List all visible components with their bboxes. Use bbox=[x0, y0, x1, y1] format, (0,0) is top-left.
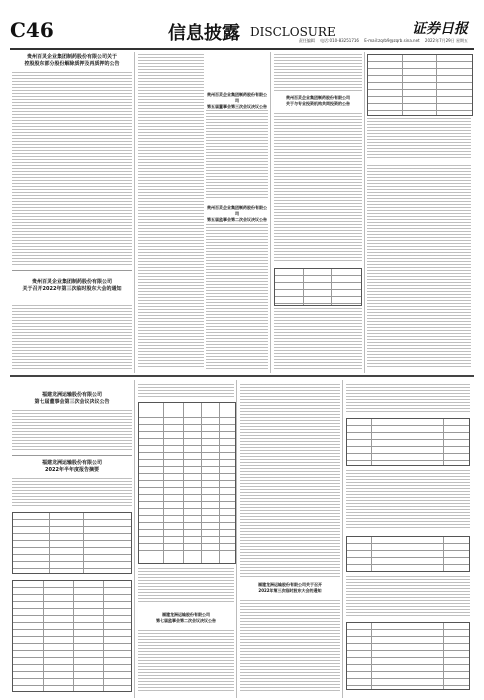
column-rule bbox=[134, 52, 135, 373]
announcement-title: 福建龙洲运输股份有限公司关于召开 2022年第三次临时股东大会的通知 bbox=[258, 582, 322, 593]
header-meta bbox=[295, 38, 468, 44]
announcement-title: 贵州百灵企业集团制药股份有限公司 第五届董事会第三次会议决议公告 bbox=[207, 92, 267, 109]
column-rule bbox=[342, 380, 343, 698]
body-text bbox=[138, 384, 234, 398]
body-text bbox=[367, 118, 471, 158]
body-text bbox=[240, 600, 340, 692]
body-text bbox=[138, 568, 234, 604]
body-text bbox=[346, 576, 470, 616]
page-header bbox=[10, 18, 474, 50]
body-text bbox=[12, 305, 132, 371]
column-rule bbox=[364, 52, 365, 373]
data-table bbox=[274, 268, 362, 306]
section-divider bbox=[10, 375, 474, 377]
body-text bbox=[12, 478, 132, 508]
body-text bbox=[346, 470, 470, 530]
newspaper-logo: 证券日报 bbox=[412, 21, 468, 37]
body-text bbox=[206, 110, 268, 198]
column-rule bbox=[236, 380, 237, 698]
announcement-title: 福建龙洲运输股份有限公司 第七届董事会第三次会议决议公告 bbox=[34, 392, 110, 405]
body-text bbox=[206, 224, 268, 369]
section-title: 信息披露 bbox=[168, 23, 240, 44]
issue-date: 2022年7月29日 星期五 bbox=[424, 38, 468, 43]
announcement-title: 贵州百灵企业集团制药股份有限公司 第五届监事会第二次会议决议公告 bbox=[207, 205, 267, 222]
body-text bbox=[138, 630, 234, 692]
announcement-title: 贵州百灵企业集团制药股份有限公司关于 控股股东部分股份解除质押及再质押的公告 bbox=[24, 54, 120, 67]
body-text bbox=[12, 72, 132, 266]
body-text bbox=[346, 384, 470, 414]
data-table bbox=[138, 402, 236, 564]
body-text bbox=[274, 113, 362, 263]
contact-email: E-mail:zqrb9@zqrb.sina.net bbox=[364, 38, 420, 43]
section-title-en: DISCLOSURE bbox=[250, 25, 336, 39]
page-number: C46 bbox=[10, 18, 54, 42]
body-text bbox=[367, 165, 471, 369]
column-rule bbox=[134, 380, 135, 698]
contact-phone: 电话:010-83251716 bbox=[320, 38, 359, 43]
column-rule bbox=[270, 52, 271, 373]
body-text bbox=[274, 308, 362, 369]
announcement-title: 福建龙洲运输股份有限公司 第七届监事会第二次会议决议公告 bbox=[156, 612, 216, 623]
announcement-title: 福建龙洲运输股份有限公司 2022年半年度报告摘要 bbox=[41, 460, 102, 473]
body-text bbox=[240, 384, 340, 578]
data-table bbox=[12, 512, 132, 574]
data-table bbox=[367, 54, 473, 116]
data-table bbox=[346, 418, 470, 466]
body-text bbox=[274, 54, 362, 92]
announcement-divider bbox=[12, 270, 132, 271]
data-table bbox=[346, 536, 470, 572]
announcement-divider bbox=[12, 455, 132, 456]
body-text bbox=[12, 410, 132, 450]
data-table bbox=[12, 580, 132, 692]
editor-label: 责任编辑 bbox=[298, 38, 315, 43]
data-table bbox=[346, 622, 470, 690]
announcement-title: 贵州百灵企业集团制药股份有限公司 关于召开2022年第三次临时股东大会的通知 bbox=[22, 279, 122, 292]
announcement-title: 贵州百灵企业集团制药股份有限公司 关于与专业投资机构共同投资的公告 bbox=[286, 95, 350, 106]
body-text bbox=[138, 54, 204, 369]
